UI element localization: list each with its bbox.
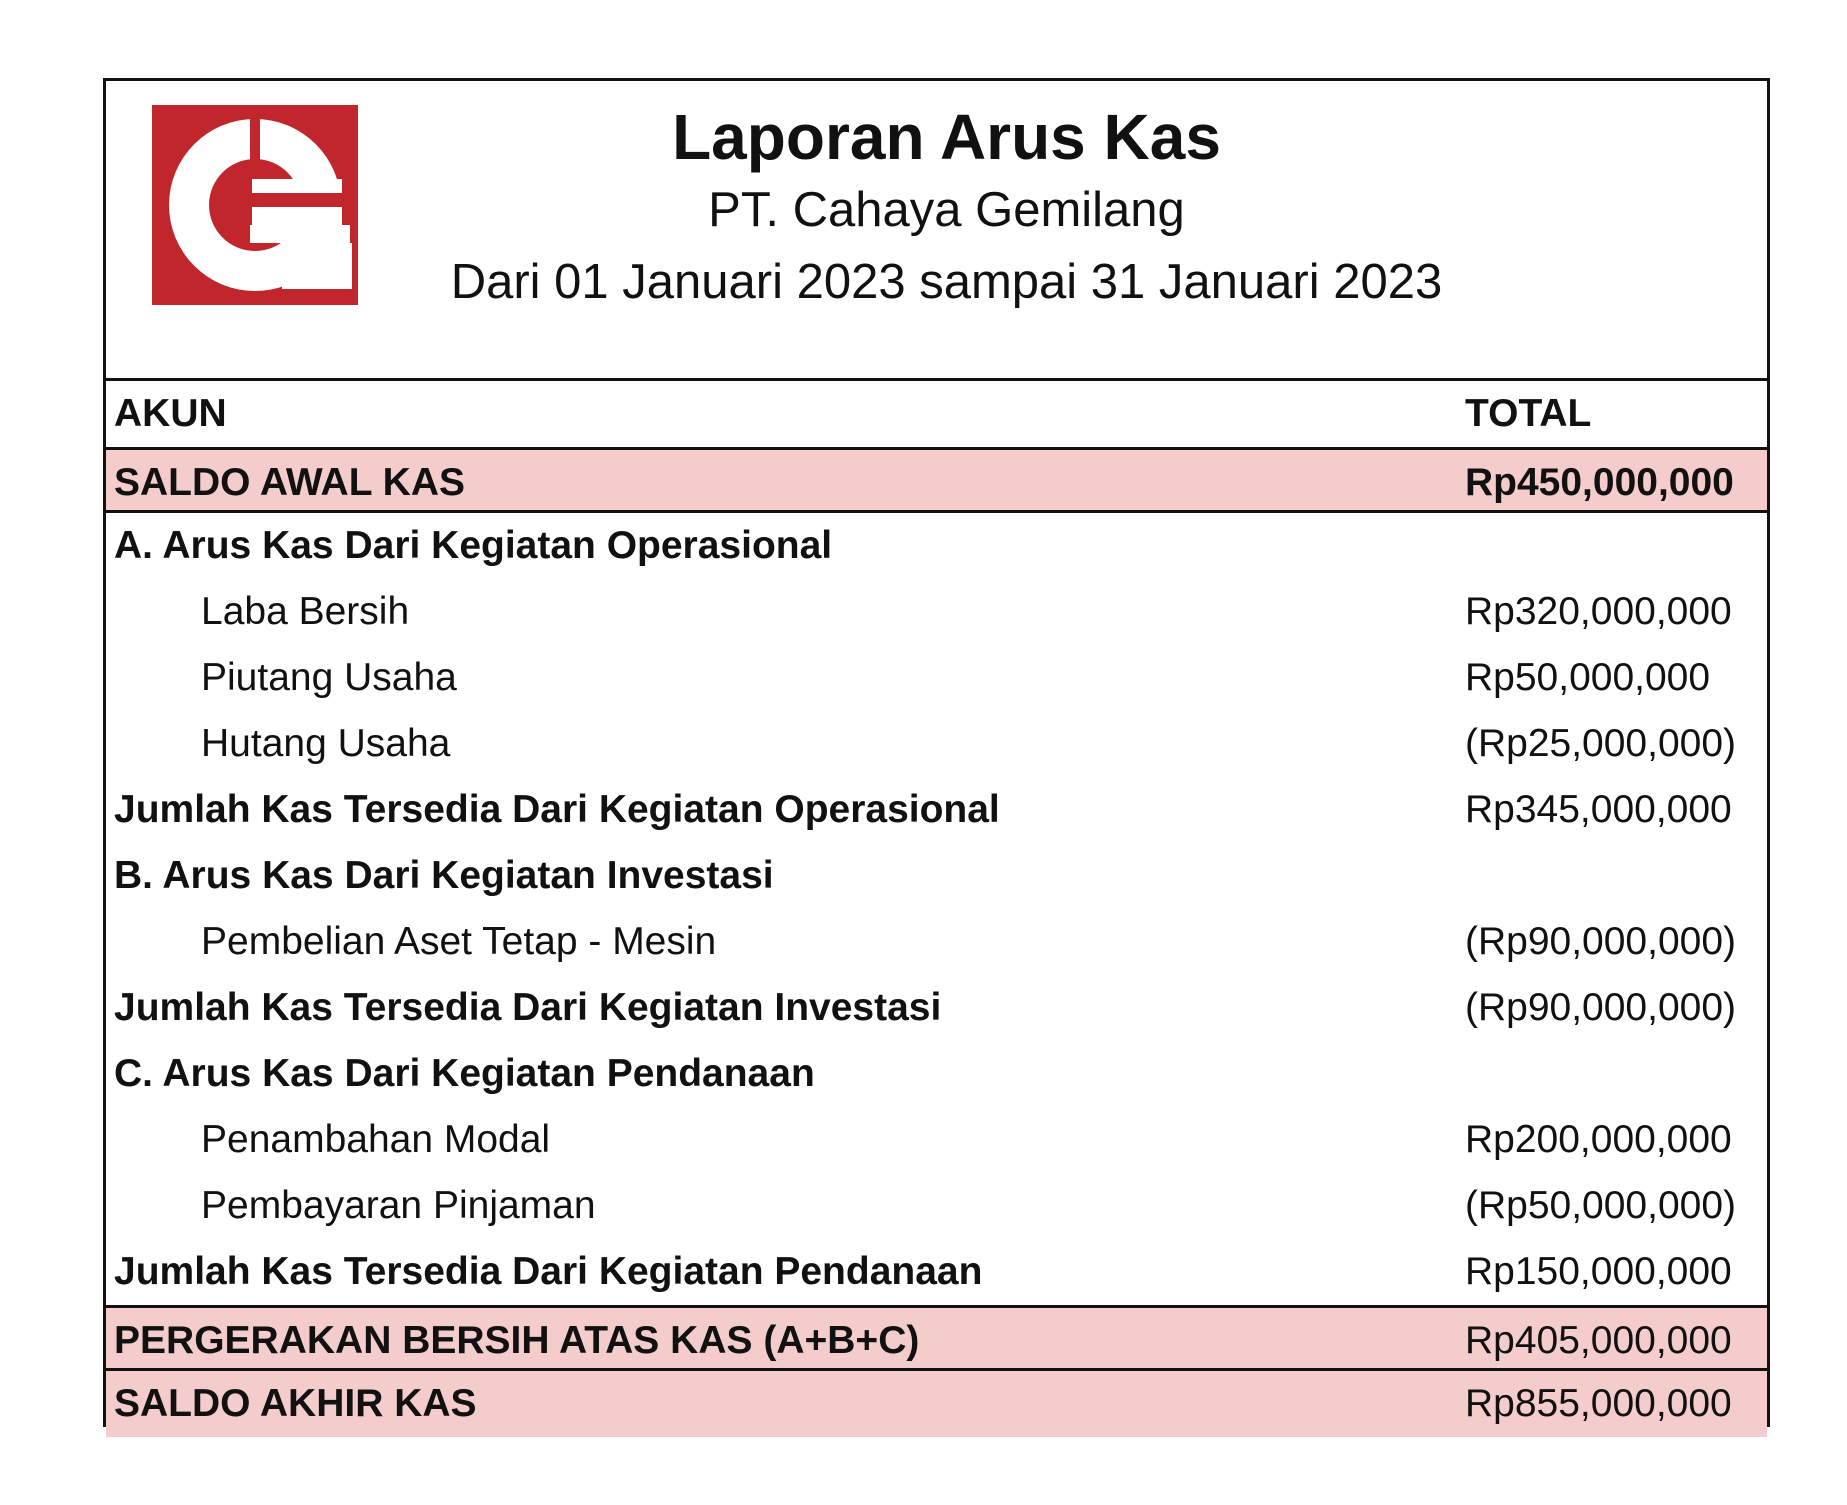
subtotal-row-investing (106, 975, 1767, 1041)
column-header-total: TOTAL (1465, 392, 1592, 435)
row-value: (Rp50,000,000) (1465, 1184, 1737, 1227)
row-label: Pembelian Aset Tetap - Mesin (201, 920, 717, 963)
report-title: Laporan Arus Kas (672, 101, 1221, 173)
row-value: (Rp90,000,000) (1465, 986, 1737, 1029)
row-value: Rp405,000,000 (1465, 1319, 1732, 1362)
row-value: Rp345,000,000 (1465, 788, 1732, 831)
column-header-account: AKUN (114, 392, 227, 435)
report-period: Dari 01 Januari 2023 sampai 31 Januari 2023 (450, 255, 1443, 309)
row-label: SALDO AWAL KAS (114, 461, 466, 504)
table-row (106, 909, 1767, 975)
section-heading-operating (106, 513, 1767, 579)
company-name: PT. Cahaya Gemilang (708, 183, 1185, 237)
table-header-row (106, 381, 1767, 447)
row-label: Pembayaran Pinjaman (201, 1184, 596, 1227)
opening-balance-row (106, 447, 1767, 513)
row-value: (Rp90,000,000) (1465, 920, 1737, 963)
row-value: Rp50,000,000 (1465, 656, 1711, 699)
subtotal-row-financing (106, 1239, 1767, 1305)
row-label: A. Arus Kas Dari Kegiatan Operasional (114, 524, 833, 567)
row-label: C. Arus Kas Dari Kegiatan Pendanaan (114, 1052, 815, 1095)
row-label: Laba Bersih (201, 590, 410, 633)
row-label: B. Arus Kas Dari Kegiatan Investasi (114, 854, 774, 897)
cash-flow-report (103, 78, 1770, 1427)
table-row (106, 1173, 1767, 1239)
net-cash-movement-row (106, 1305, 1767, 1371)
table-row (106, 645, 1767, 711)
row-label: Piutang Usaha (201, 656, 457, 699)
row-value: Rp150,000,000 (1465, 1250, 1732, 1293)
table-row (106, 579, 1767, 645)
report-header (106, 81, 1767, 381)
closing-balance-row (106, 1371, 1767, 1437)
table-row (106, 711, 1767, 777)
row-label: PERGERAKAN BERSIH ATAS KAS (A+B+C) (114, 1319, 920, 1362)
row-label: Jumlah Kas Tersedia Dari Kegiatan Pendanaan (114, 1250, 983, 1293)
row-label: Jumlah Kas Tersedia Dari Kegiatan Operasional (114, 788, 1000, 831)
row-value: Rp450,000,000 (1465, 461, 1734, 504)
subtotal-row-operating (106, 777, 1767, 843)
section-heading-investing (106, 843, 1767, 909)
row-value: Rp200,000,000 (1465, 1118, 1732, 1161)
row-value: Rp855,000,000 (1465, 1382, 1732, 1425)
row-value: Rp320,000,000 (1465, 590, 1732, 633)
row-label: Hutang Usaha (201, 722, 451, 765)
report-table (106, 381, 1767, 1437)
row-label: SALDO AKHIR KAS (114, 1382, 477, 1425)
row-label: Penambahan Modal (201, 1118, 551, 1161)
row-label: Jumlah Kas Tersedia Dari Kegiatan Investasi (114, 986, 942, 1029)
section-heading-financing (106, 1041, 1767, 1107)
table-row (106, 1107, 1767, 1173)
row-value: (Rp25,000,000) (1465, 722, 1737, 765)
